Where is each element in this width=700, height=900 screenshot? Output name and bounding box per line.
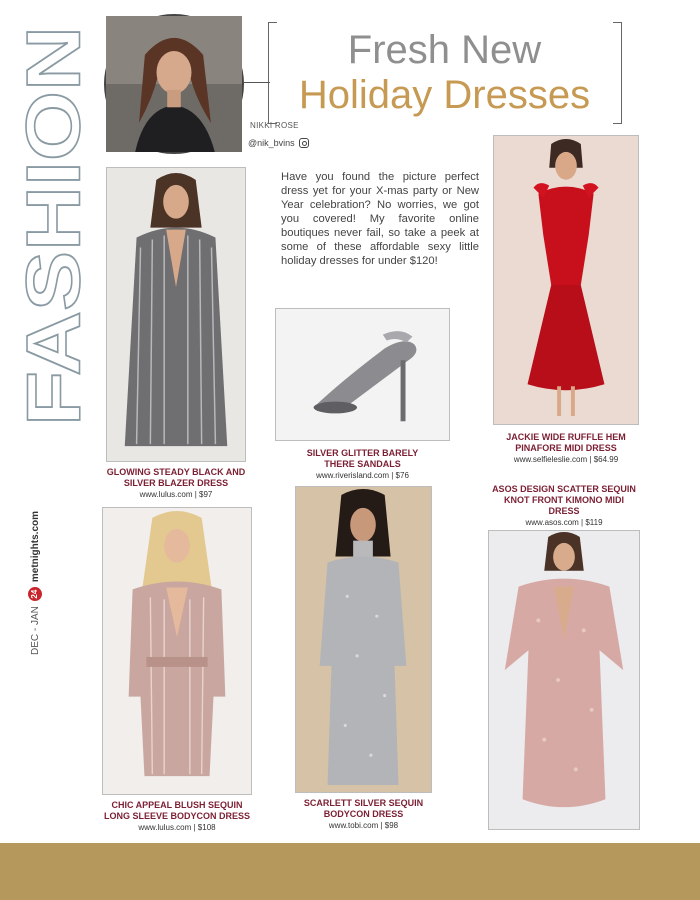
product-source-price[interactable]: www.selfieleslie.com | $64.99: [513, 455, 619, 464]
product-name: ASOS DESIGN SCATTER SEQUIN KNOT FRONT KIMONO MIDI DRESS: [492, 484, 636, 516]
product-photo-kimono-dress[interactable]: [488, 530, 640, 830]
instagram-icon[interactable]: [299, 138, 309, 148]
title-bracket-right: [613, 22, 622, 124]
product-caption-4: [488, 484, 640, 528]
author-photo: [104, 14, 244, 154]
author-handle[interactable]: @nik_bvins: [248, 138, 295, 148]
folio: [26, 508, 44, 658]
intro-paragraph: Have you found the picture perfect dress yet for your X-mas party or New Year celebration? No worries, we got you covered! My favorite online boutiques never fail, so take a peek at some of these affordable sexy little holiday dresses for under $120!: [281, 171, 479, 267]
product-caption-1: [104, 467, 248, 500]
product-source-price[interactable]: www.tobi.com | $98: [328, 821, 399, 830]
product-photo-blazer-dress[interactable]: [106, 167, 246, 462]
product-caption-5: [102, 800, 252, 833]
section-word-text: FASHION: [11, 88, 97, 426]
product-name: CHIC APPEAL BLUSH SEQUIN LONG SLEEVE BODYCON DRESS: [103, 800, 251, 821]
product-source-price[interactable]: www.lulus.com | $108: [138, 823, 216, 832]
product-caption-3: [496, 432, 636, 465]
product-name: SCARLETT SILVER SEQUIN BODYCON DRESS: [303, 798, 424, 819]
product-photo-red-ruffle-dress[interactable]: [493, 135, 639, 425]
section-title-vertical: [11, 22, 97, 430]
product-name: GLOWING STEADY BLACK AND SILVER BLAZER DRESS: [106, 467, 246, 488]
product-photo-silver-bodycon-dress[interactable]: [295, 486, 432, 793]
product-photo-sandals[interactable]: [275, 308, 450, 441]
author-connector-line: [244, 82, 270, 83]
product-photo-blush-sequin-dress[interactable]: [102, 507, 252, 795]
title-line-1: Fresh New: [347, 28, 542, 72]
product-source-price[interactable]: www.lulus.com | $97: [139, 490, 213, 499]
folio-issue: DEC - JAN: [29, 606, 41, 656]
product-caption-6: [298, 798, 429, 831]
product-source-price[interactable]: www.riverisland.com | $76: [316, 471, 409, 480]
title-line-2: Holiday Dresses: [298, 73, 591, 117]
folio-page-number: 24: [28, 587, 42, 601]
footer-bar: [0, 843, 700, 900]
product-source-price[interactable]: www.asos.com | $119: [525, 518, 603, 527]
author-handle-row[interactable]: [248, 138, 309, 148]
product-name: JACKIE WIDE RUFFLE HEM PINAFORE MIDI DRESS: [506, 432, 626, 453]
folio-site: metnights.com: [29, 510, 41, 583]
product-caption-2: [300, 448, 425, 481]
product-name: SILVER GLITTER BARELY THERE SANDALS: [306, 448, 419, 469]
author-name: NIKKI ROSE: [250, 121, 299, 130]
